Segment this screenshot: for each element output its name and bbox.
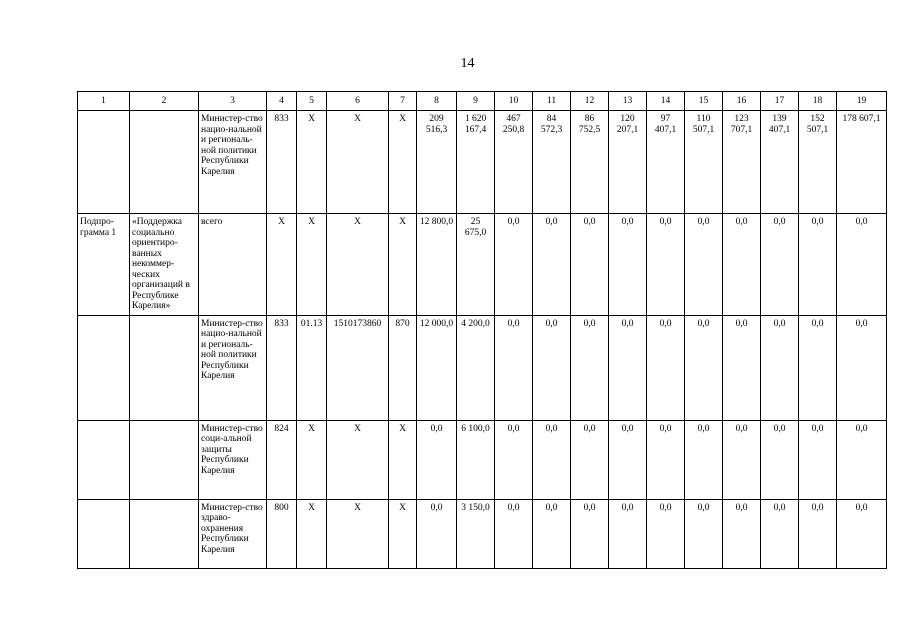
column-number-16: 16 [723,92,761,111]
table-cell: 0,0 [609,214,647,316]
table-cell: Министер-ство нацио-нальной и региональ-ной политики Республики Карелия [199,315,267,420]
table-cell: 833 [267,315,297,420]
table-cell: 0,0 [417,499,457,568]
column-number-12: 12 [571,92,609,111]
table-cell: 0,0 [533,499,571,568]
budget-table [77,91,887,569]
table-cell: Х [327,111,389,214]
table-cell: Х [327,214,389,316]
table-cell: 0,0 [837,315,887,420]
table-cell: Х [297,420,327,499]
table-cell: 3 150,0 [457,499,495,568]
column-number-9: 9 [457,92,495,111]
table-cell [78,315,130,420]
table-cell: 12 000,0 [417,315,457,420]
column-number-10: 10 [495,92,533,111]
table-cell: Х [389,214,417,316]
table-cell: 0,0 [417,420,457,499]
table-cell: Х [389,499,417,568]
column-number-17: 17 [761,92,799,111]
column-number-13: 13 [609,92,647,111]
table-row [78,111,887,214]
table-cell [78,111,130,214]
column-number-2: 2 [130,92,199,111]
table-cell: 870 [389,315,417,420]
table-cell [130,111,199,214]
table-cell [78,499,130,568]
table-cell: 6 100,0 [457,420,495,499]
column-number-14: 14 [647,92,685,111]
table-cell: «Поддержка социально ориентиро-ванных некоммер-ческих организаций в Республике Карелия» [130,214,199,316]
table-cell: 0,0 [799,214,837,316]
table-row [78,420,887,499]
table-cell: 0,0 [837,214,887,316]
table-row [78,499,887,568]
table-cell: 12 800,0 [417,214,457,316]
table-cell: 209 516,3 [417,111,457,214]
column-number-1: 1 [78,92,130,111]
table-cell [130,499,199,568]
table-cell: 1510173860 [327,315,389,420]
table-cell: 84 572,3 [533,111,571,214]
table-cell: 110 507,1 [685,111,723,214]
table-cell: 0,0 [761,315,799,420]
table-row [78,315,887,420]
table-cell: 0,0 [799,499,837,568]
table-cell: 01.13 [297,315,327,420]
table-cell: 0,0 [495,420,533,499]
table-cell: 0,0 [533,315,571,420]
table-cell: 0,0 [533,214,571,316]
table-cell: 0,0 [495,214,533,316]
table-cell: 152 507,1 [799,111,837,214]
table-cell: 0,0 [761,420,799,499]
column-number-6: 6 [327,92,389,111]
table-cell: 0,0 [685,315,723,420]
table-cell: 0,0 [761,499,799,568]
table-cell: 0,0 [609,499,647,568]
table-cell: 1 620 167,4 [457,111,495,214]
column-number-7: 7 [389,92,417,111]
table-cell: 4 200,0 [457,315,495,420]
table-cell: 0,0 [571,315,609,420]
table-cell: 0,0 [723,499,761,568]
table-cell: Х [297,214,327,316]
table-cell: Х [389,111,417,214]
table-cell [130,420,199,499]
table-cell: 0,0 [837,420,887,499]
table-cell: 0,0 [799,315,837,420]
table-cell: Подпро-грамма 1 [78,214,130,316]
table-cell: 0,0 [647,420,685,499]
table-cell: Х [389,420,417,499]
table-cell: 0,0 [723,315,761,420]
table-cell: 0,0 [647,214,685,316]
column-number-15: 15 [685,92,723,111]
table-cell: 0,0 [837,499,887,568]
table-cell: 833 [267,111,297,214]
column-number-5: 5 [297,92,327,111]
header-row [78,92,887,111]
table-cell: 0,0 [571,499,609,568]
table-cell: 0,0 [723,214,761,316]
table-cell [78,420,130,499]
page-number: 14 [460,56,475,71]
table-cell: 467 250,8 [495,111,533,214]
table-cell: всего [199,214,267,316]
column-number-4: 4 [267,92,297,111]
table-cell: Министер-ство здраво-охранения Республики Карелия [199,499,267,568]
table-cell: 25 675,0 [457,214,495,316]
table-cell: 97 407,1 [647,111,685,214]
table-cell: Х [267,214,297,316]
table-cell: 139 407,1 [761,111,799,214]
table-cell: 0,0 [495,315,533,420]
table-cell: 0,0 [647,499,685,568]
table-cell: 0,0 [647,315,685,420]
table-row [78,214,887,316]
table-cell: 0,0 [571,420,609,499]
table-cell: 824 [267,420,297,499]
column-number-19: 19 [837,92,887,111]
table-cell: 0,0 [685,499,723,568]
column-number-18: 18 [799,92,837,111]
column-number-8: 8 [417,92,457,111]
table-cell: 0,0 [609,420,647,499]
table-cell [130,315,199,420]
table-cell: 0,0 [571,214,609,316]
table-cell: 0,0 [685,214,723,316]
column-number-11: 11 [533,92,571,111]
table-cell: Министер-ство соци-альной защиты Республики Карелия [199,420,267,499]
table-cell: 0,0 [533,420,571,499]
table-cell: Х [327,420,389,499]
table-cell: Х [297,111,327,214]
table-cell: 0,0 [685,420,723,499]
table-cell: 0,0 [609,315,647,420]
table-cell: Х [297,499,327,568]
table-cell: 800 [267,499,297,568]
table-cell: 0,0 [761,214,799,316]
table-cell: Х [327,499,389,568]
table-cell: 86 752,5 [571,111,609,214]
table-cell: 123 707,1 [723,111,761,214]
table-cell: 120 207,1 [609,111,647,214]
column-number-3: 3 [199,92,267,111]
table-cell: Министер-ство нацио-нальной и региональ-ной политики Республики Карелия [199,111,267,214]
table-cell: 0,0 [495,499,533,568]
table-cell: 0,0 [799,420,837,499]
table-cell: 178 607,1 [837,111,887,214]
table-cell: 0,0 [723,420,761,499]
